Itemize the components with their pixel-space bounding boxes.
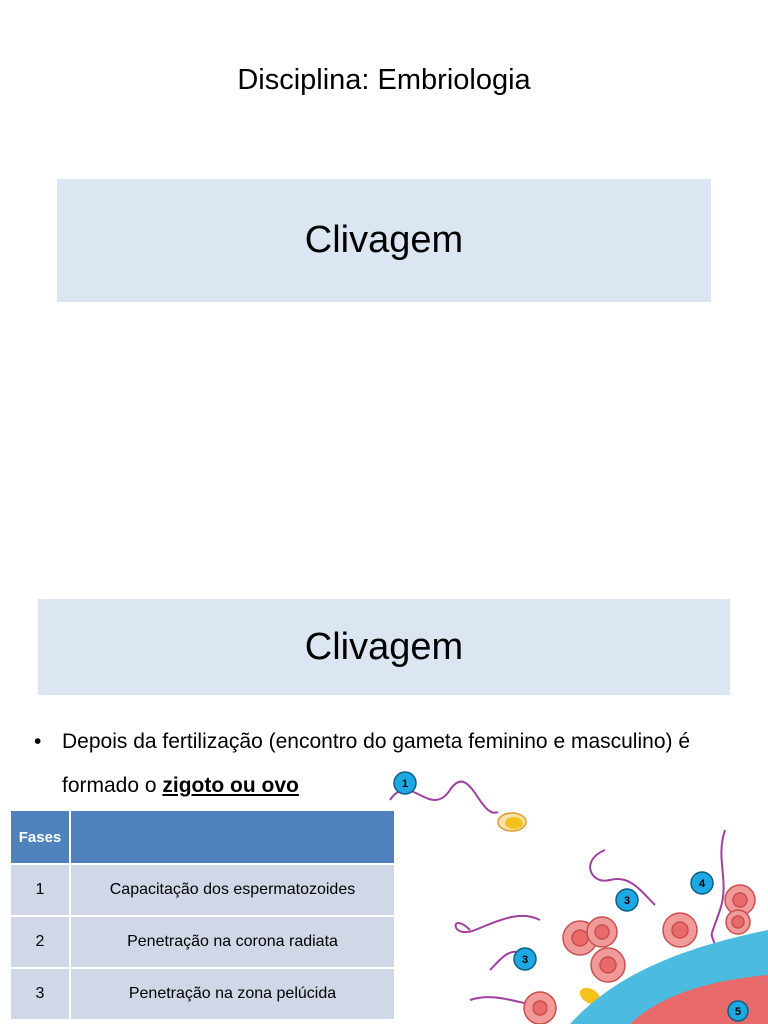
svg-text:3: 3 <box>623 895 631 907</box>
svg-text:4: 4 <box>698 878 706 890</box>
bullet-emphasis: zigoto ou ovo <box>162 774 299 797</box>
fertilization-illustration <box>380 760 768 1024</box>
table-cell: Penetração na corona radiata <box>70 916 395 968</box>
slide2-title-text: Clivagem <box>304 625 464 668</box>
slide1-title-text: Clivagem <box>304 219 464 261</box>
marker-3-icon <box>616 889 638 911</box>
svg-text:3: 3 <box>521 954 529 966</box>
table-header-cell <box>70 810 395 864</box>
marker-3b-icon <box>514 948 536 970</box>
slide2-title <box>38 599 730 695</box>
table-cell: 3 <box>10 968 70 1020</box>
table-row <box>10 968 395 1020</box>
table-header-row <box>10 810 395 864</box>
svg-text:1: 1 <box>401 778 409 790</box>
table-cell: 2 <box>10 916 70 968</box>
table-cell: Penetração na zona pelúcida <box>70 968 395 1020</box>
table-cell: Capacitação dos espermatozoides <box>70 864 395 916</box>
table-row <box>10 916 395 968</box>
table-cell: 1 <box>10 864 70 916</box>
marker-5-icon <box>728 1001 748 1021</box>
phases-table <box>9 809 396 1021</box>
svg-text:5: 5 <box>734 1006 742 1018</box>
marker-4-icon <box>691 872 713 894</box>
slide1-title <box>57 179 711 302</box>
table-row <box>10 864 395 916</box>
bullet-dot-icon: • <box>34 730 42 753</box>
table-header-cell: Fases <box>10 810 70 864</box>
discipline-heading: Disciplina: Embriologia <box>237 64 531 96</box>
bullet-body: Depois da fertilização (encontro do gameta feminino e masculino) é formado o <box>62 730 691 797</box>
marker-1-icon <box>394 772 416 794</box>
